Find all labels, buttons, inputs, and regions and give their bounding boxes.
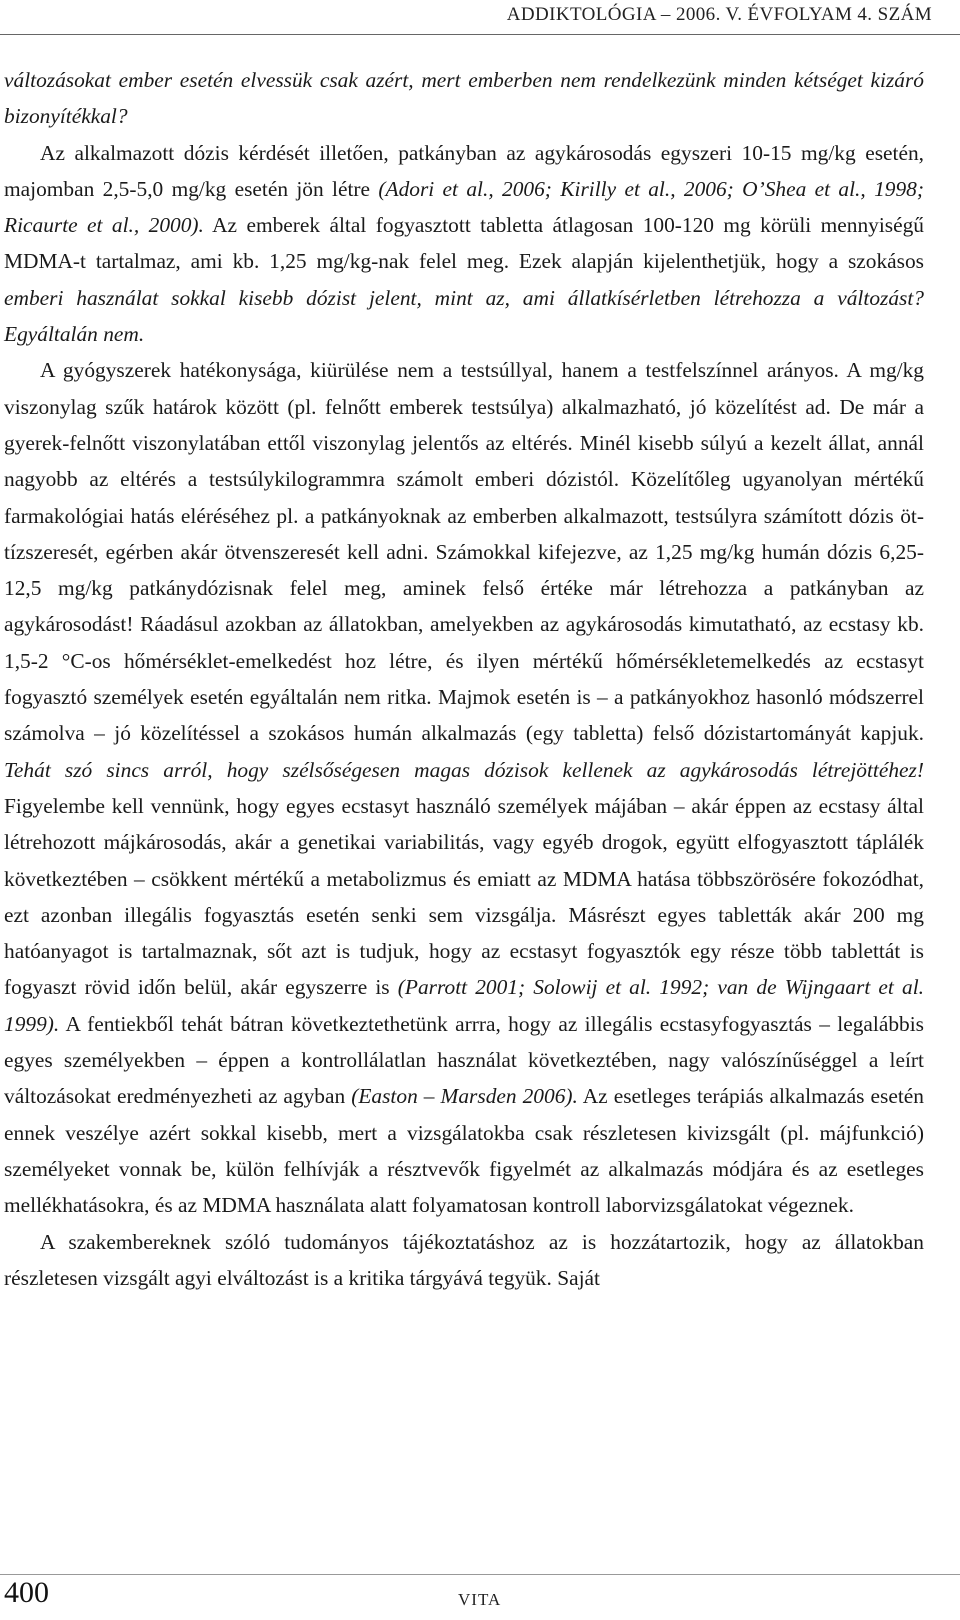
running-header: ADDIKTOLÓGIA – 2006. V. ÉVFOLYAM 4. SZÁM [506, 4, 932, 25]
italic-text-run: változásokat ember esetén elvessük csak azért, mert emberben nem rendelkezünk minden kétséget kizáró bizonyítékkal? [4, 68, 924, 129]
header-divider [0, 34, 960, 35]
text-run: Az esetleges terápiás alkalmazás esetén ennek veszélye azért sokkal kisebb, mert a vizsgálatokba csak részletesen kivizsgált (pl. májfunkció) személyeket vonnak be, külön felhívják a résztvevők figyelmét az alkalmazás módjára és az esetleges mellékhatásokra, és az MDMA használata alatt folyamatosan kontroll laborvizsgálatokat végeznek. [4, 1084, 924, 1218]
text-run: Az alkalmazott dózis kérdését illetően, patkányban az agykárosodás egyszeri 10-15 mg/kg esetén, majomban 2,5-5,0 mg/kg esetén jön létre [4, 140, 924, 201]
italic-text-run: (Parrott 2001; Solowij et al. 1992; van de Wijngaart et al. 1999). [4, 975, 924, 1036]
text-run: Figyelembe kell vennünk, hogy egyes ecstasyt használó személyek májában – akár éppen az ecstasy által létrehozott májkárosodás, akár a genetikai variabilitás, vagy egyéb drogok, együtt elfogyasztott táplálék következtében – csökkent mértékű a metabolizmus és emiatt az MDMA hatása többszörösére fokozódhat, ezt azonban illegális fogyasztás esetén senki sem vizsgálja. Másrészt egyes tabletták akár 200 mg hatóanyagot is tartalmaznak, sőt azt is tudjuk, hogy az ecstasyt fogyasztók egy része több tablettát is fogyaszt rövid időn belül, akár egyszerre is [4, 793, 924, 1000]
italic-text-run: (Easton – Marsden 2006). [351, 1084, 578, 1109]
text-run: A szakembereknek szóló tudományos tájékoztatáshoz az is hozzátartozik, hogy az állatokban részletesen vizsgált agyi elváltozást is a kritika tárgyává tegyük. Saját [4, 1229, 924, 1290]
text-run: Az emberek által fogyasztott tabletta átlagosan 100-120 mg körüli mennyiségű MDMA-t tartalmaz, ami kb. 1,25 mg/kg-nak felel meg. Ezek alapján kijelenthetjük, hogy a szokásos [4, 213, 924, 274]
footer-divider [0, 1574, 960, 1575]
italic-text-run: Tehát szó sincs arról, hogy szélsőségesen magas dózisok kellenek az agykárosodás létrejöttéhez! [4, 757, 924, 782]
paragraph-2 [4, 135, 924, 353]
section-label: VITA [458, 1590, 502, 1609]
text-run: A fentiekből tehát bátran következtethetünk arrra, hogy az illegális ecstasyfogyasztás – legalábbis egyes személyekben – éppen a kontrollálatlan használat következtében, nagy valószínűséggel a leírt változásokat eredményezheti az agyban [4, 1011, 924, 1109]
paragraph-1 [4, 62, 924, 135]
italic-text-run: (Adori et al., 2006; Kirilly et al., 2006; O’Shea et al., 1998; Ricaurte et al., 2000). [4, 176, 924, 238]
text-run: A gyógyszerek hatékonysága, kiürülése nem a testsúllyal, hanem a testfelszínnel arányos. A mg/kg viszonylag szűk határok között (pl. felnőtt emberek testsúlya) alkalmazható, jó közelítést ad. De már a gyerek-felnőtt viszonylatában ettől viszonylag jelentős az eltérés. Minél kisebb súlyú a kezelt állat, annál nagyobb az eltérés a testsúlykilogrammra számolt emberi dózistól. Közelítőleg ugyanolyan mértékű farmakológiai hatás eléréséhez pl. a patkányoknak az emberben alkalmazott, testsúlyra számított dózis öt-tízszeresét, egérben akár ötvenszeresét kell adni. Számokkal kifejezve, az 1,25 mg/kg humán dózis 6,25-12,5 mg/kg patkánydózisnak felel meg, aminek felső értéke már létrehozza a patkányban az agykárosodást! Ráadásul azokban az állatokban, amelyekben az agykárosodás kimutatható, az ecstasy kb. 1,5-2 °C-os hőmérséklet-emelkedést hoz létre, és ilyen mértékű hőmérsékletemelkedés az ecstasyt fogyasztó személyek esetén egyáltalán nem ritka. Majmok esetén is – a patkányokhoz hasonló módszerrel számolva – jó közelítéssel a szokásos humán alkalmazás (egy tabletta) felső dózistartományát kapjuk. [4, 358, 924, 746]
article-body [4, 62, 924, 1296]
page-number: 400 [4, 1576, 49, 1609]
italic-text-run: emberi használat sokkal kisebb dózist jelent, mint az, ami állatkísérletben létrehozza a változást? Egyáltalán nem. [4, 285, 924, 347]
paragraph-4 [4, 1224, 924, 1297]
paragraph-3 [4, 352, 924, 1223]
